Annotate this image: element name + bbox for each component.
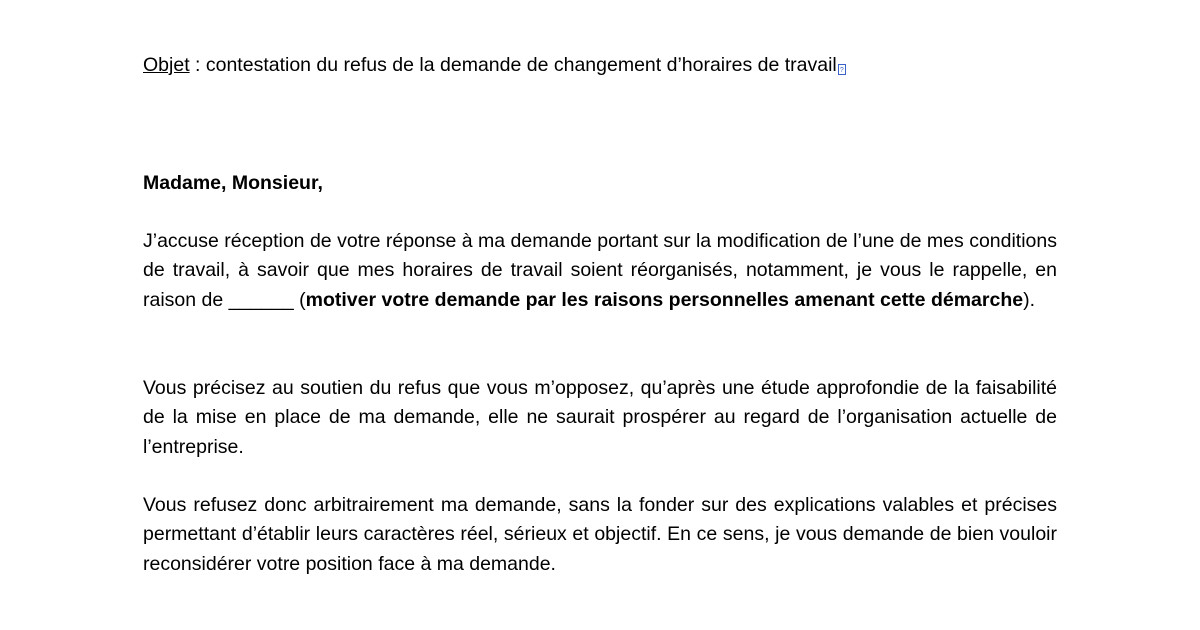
salutation: Madame, Monsieur, xyxy=(143,172,323,194)
paragraph-acknowledgement xyxy=(143,227,1057,315)
paragraph-request-reconsideration: Vous refusez donc arbitrairement ma demande, sans la fonder sur des explications valables et précises permettant d’établir leurs caractères réel, sérieux et objectif. En ce sens, je vous demande de bien vouloir reconsidérer votre position face à ma demande. xyxy=(143,494,1057,575)
paragraph-acknowledgement-text: J’accuse réception de votre réponse à ma demande portant sur la modification de l’une de mes conditions de travail, à savoir que mes horaires de travail soient réorganisés, notamment, je vous le rappelle, en raison de ______ ( xyxy=(143,230,1057,311)
instruction-placeholder: motiver votre demande par les raisons personnelles amenant cette démarche xyxy=(305,288,1024,311)
subject-line xyxy=(143,53,846,77)
broken-character-icon: ? xyxy=(838,64,846,75)
subject-text: : contestation du refus de la demande de changement d’horaires de travail xyxy=(189,54,837,76)
paragraph-acknowledgement-end: ). xyxy=(1023,288,1035,311)
subject-label: Objet xyxy=(143,54,190,76)
paragraph-refusal-reason: Vous précisez au soutien du refus que vous m’opposez, qu’après une étude approfondie de la faisabilité de la mise en place de ma demande, elle ne saurait prospérer au regard de l’organisation actuelle de l’entreprise. xyxy=(143,377,1057,458)
